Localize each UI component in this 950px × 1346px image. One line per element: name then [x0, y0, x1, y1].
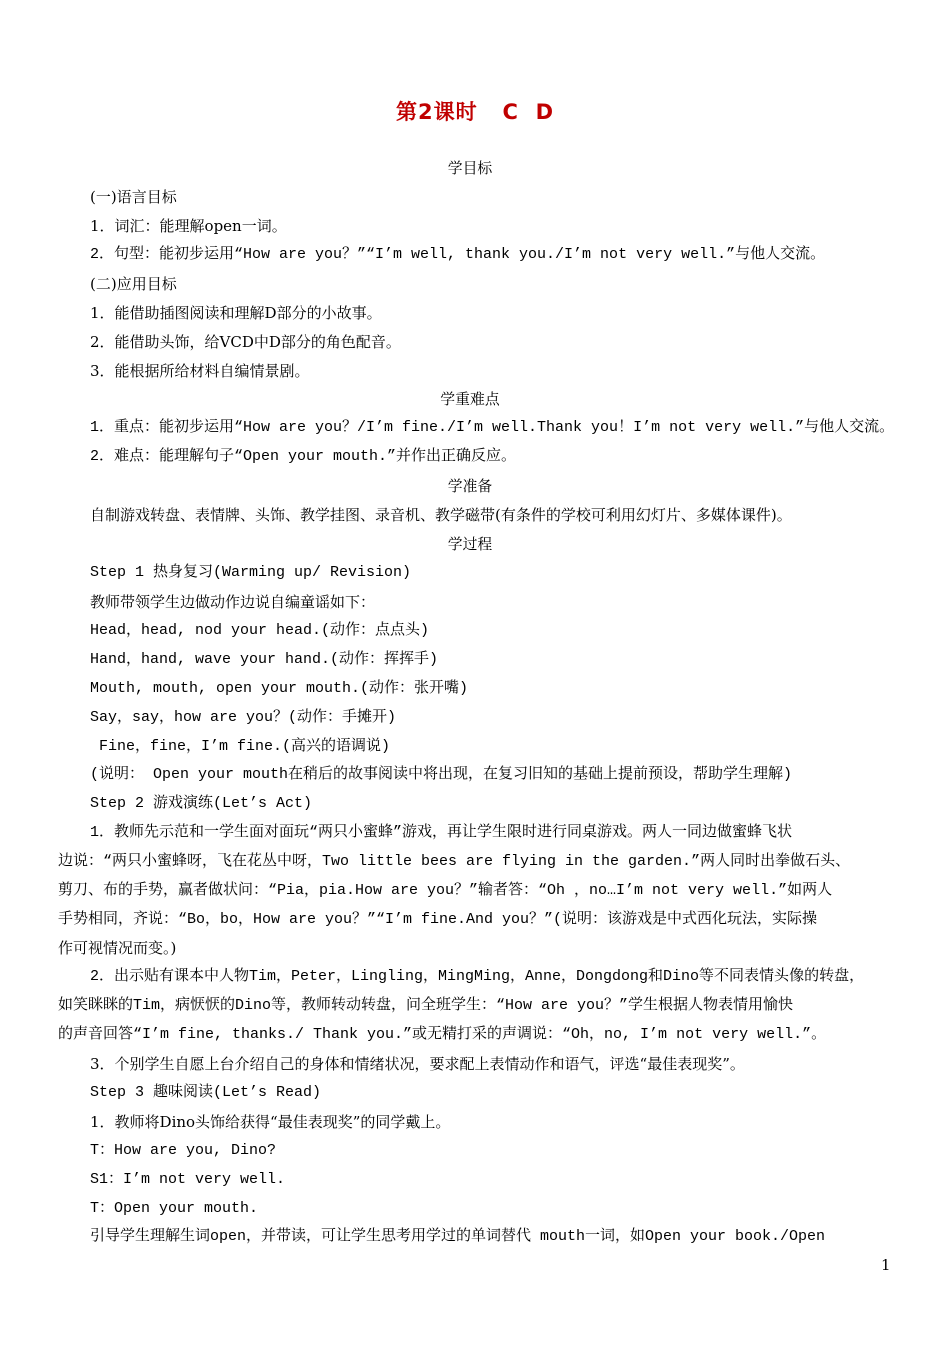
- rhyme-line-5: Fine，fine，I’m fine.(高兴的语调说): [99, 738, 391, 755]
- application-goal-3: 3．能根据所给材料自编情景剧。: [90, 362, 310, 380]
- step1-note: (说明： Open your mouth在稍后的故事阅读中将出现，在复习旧知的基础上提前预设，帮助学生理解): [90, 766, 793, 783]
- step2-para2-line2: 如笑眯眯的Tim，病恹恹的Dino等，教师转动转盘，问全班学生：“How are you？”学生根据人物表情用愉快: [58, 997, 794, 1014]
- step2-para1-line5: 作可视情况而变。): [58, 939, 177, 957]
- step1-title: Step 1 热身复习(Warming up/ Revision): [90, 564, 412, 581]
- language-goal-2: 2．句型：能初步运用“How are you？”“I’m well, thank you./I’m not very well.”与他人交流。: [90, 246, 826, 263]
- dialogue-line-2: S1：I’m not very well.: [90, 1171, 286, 1188]
- step3-title: Step 3 趣味阅读(Let’s Read): [90, 1084, 322, 1101]
- step3-para1: 1．教师将Dino头饰给获得“最佳表现奖”的同学戴上。: [90, 1113, 451, 1131]
- step2-para3: 3．个别学生自愿上台介绍自己的身体和情绪状况，要求配上表情动作和语气，评选“最佳表现奖”。: [90, 1055, 745, 1073]
- preparation-text: 自制游戏转盘、表情牌、头饰、教学挂图、录音机、教学磁带(有条件的学校可利用幻灯片、多媒体课件)。: [90, 506, 792, 524]
- step2-title: Step 2 游戏演练(Let’s Act): [90, 795, 313, 812]
- rhyme-line-4: Say，say，how are you？(动作：手摊开): [90, 709, 397, 726]
- page-title: 第2课时 C D: [395, 100, 554, 124]
- step3-last-line: 引导学生理解生词open，并带读，可让学生思考用学过的单词替代 mouth一词，如Open your book./Open: [90, 1228, 826, 1245]
- heading-process: 学过程: [447, 535, 493, 553]
- step2-para2-line3: 的声音回答“I’m fine, thanks./ Thank you.”或无精打采的声调说：“Oh，no, I’m not very well.”。: [58, 1026, 827, 1043]
- step1-intro: 教师带领学生边做动作边说自编童谣如下：: [90, 593, 376, 611]
- language-goal-1: 1．词汇：能理解open一词。: [90, 217, 287, 235]
- page-number: 1: [881, 1256, 891, 1274]
- key-point-1: 1．重点：能初步运用“How are you？/I’m fine./I’m well.Thank you！I’m not very well.”与他人交流。: [90, 419, 895, 436]
- rhyme-line-3: Mouth, mouth, open your mouth.(动作：张开嘴): [90, 680, 469, 697]
- step2-para1-line4: 手势相同，齐说：“Bo，bo，How are you？”“I’m fine.And you？”(说明：该游戏是中式西化玩法，实际操: [58, 911, 818, 928]
- key-point-2: 2．难点：能理解句子“Open your mouth.”并作出正确反应。: [90, 448, 517, 465]
- rhyme-line-2: Hand，hand, wave your hand.(动作：挥挥手): [90, 651, 439, 668]
- heading-preparation: 学准备: [447, 477, 493, 495]
- dialogue-line-3: T：Open your mouth.: [90, 1200, 259, 1217]
- rhyme-line-1: Head，head, nod your head.(动作：点点头): [90, 622, 430, 639]
- heading-key-points: 学重难点: [440, 390, 500, 408]
- step2-para1-line2: 边说：“两只小蜜蜂呀，飞在花丛中呀，Two little bees are flying in the garden.”两人同时出拳做石头、: [58, 853, 851, 870]
- heading-objectives: 学目标: [447, 159, 493, 177]
- language-goals-header: (一)语言目标: [90, 188, 177, 206]
- application-goals-header: (二)应用目标: [90, 275, 177, 293]
- step2-para1-line1: 1．教师先示范和一学生面对面玩“两只小蜜蜂”游戏，再让学生限时进行同桌游戏。两人一同边做蜜蜂飞状: [90, 824, 793, 841]
- application-goal-2: 2．能借助头饰，给VCD中D部分的角色配音。: [90, 333, 401, 351]
- step2-para2-line1: 2．出示贴有课本中人物Tim，Peter，Lingling，MingMing，Anne，Dongdong和Dino等不同表情头像的转盘，: [90, 968, 865, 985]
- step2-para1-line3: 剪刀、布的手势，赢者做状问：“Pia，pia.How are you？”输者答：“Oh ，no…I’m not very well.”如两人: [58, 882, 833, 899]
- dialogue-line-1: T：How are you, Dino?: [90, 1142, 277, 1159]
- application-goal-1: 1．能借助插图阅读和理解D部分的小故事。: [90, 304, 382, 322]
